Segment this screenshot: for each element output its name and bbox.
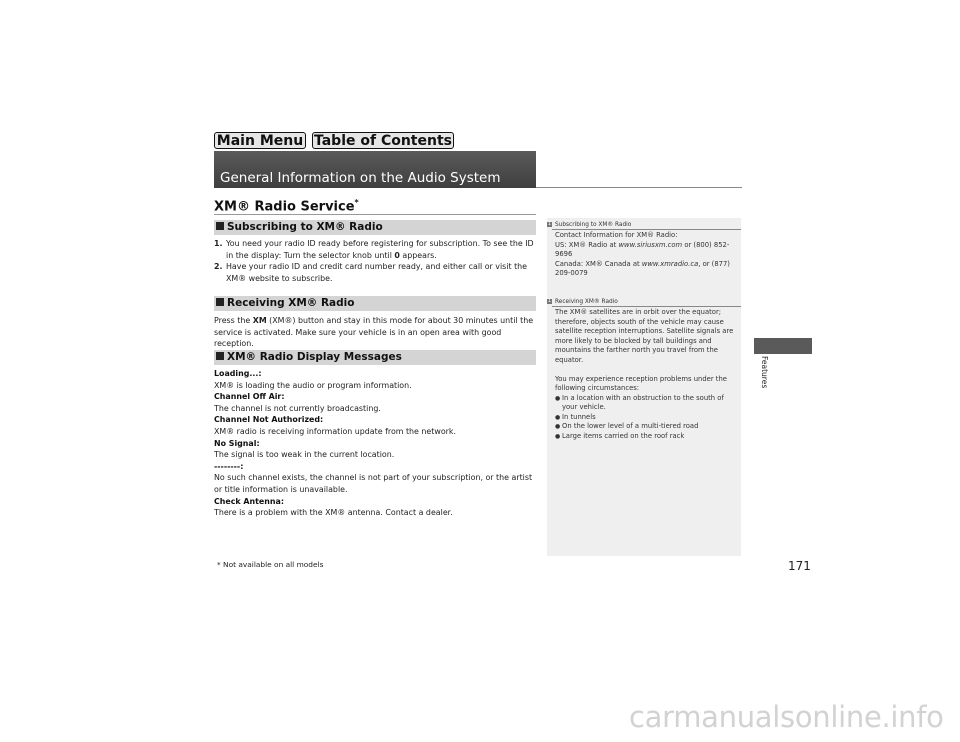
section-square-icon xyxy=(216,352,224,360)
note-divider xyxy=(552,306,741,307)
step-1: 1. You need your radio ID ready before registering for subscription. To see the ID in the display: Turn the selector knob until 0 appears. xyxy=(214,239,534,260)
message-item: No Signal: The signal is too weak in the current location. xyxy=(214,438,395,460)
subscribing-heading: Subscribing to XM® Radio xyxy=(214,220,536,235)
us-contact: US: XM® Radio at www.siriusxm.com or (800) 852-9696 xyxy=(555,240,730,258)
message-item: Channel Off Air: The channel is not currently broadcasting. xyxy=(214,392,381,413)
step-2: 2. Have your radio ID and credit card number ready, and either call or visit the XM® website to subscribe. xyxy=(214,262,528,283)
section-square-icon xyxy=(216,222,224,230)
note-heading: 1 Subscribing to XM® Radio xyxy=(547,221,632,228)
xmradio-link: www.xmradio.ca xyxy=(641,259,699,268)
chapter-tab[interactable] xyxy=(754,338,812,354)
message-item: Channel Not Authorized: XM® radio is receiving information update from the network. xyxy=(214,415,456,436)
footnote: * Not available on all models xyxy=(217,560,324,569)
header-divider xyxy=(536,187,742,188)
bullet-item: ● On the lower level of a multi-tiered road xyxy=(555,422,737,432)
availability-asterisk: * xyxy=(354,198,359,207)
main-menu-button[interactable]: Main Menu xyxy=(214,132,306,149)
message-item: Check Antenna: There is a problem with the XM® antenna. Contact a dealer. xyxy=(214,496,453,518)
note-heading: 1 Receiving XM® Radio xyxy=(547,298,618,305)
table-of-contents-button[interactable]: Table of Contents xyxy=(313,133,452,149)
messages-heading: XM® Radio Display Messages xyxy=(214,350,536,365)
page-number: 171 xyxy=(788,559,811,573)
note-receiving: 1 Receiving XM® Radio The XM® satellites are in orbit over the equator; therefore, objects south of the vehicle may cause satellite reception interruptions. Satellite signals are more likely to be blocked by tall buildings and mountains the farther north you travel from the equator. You may experience reception problems under the following circumstances: ● In a location with an obstruction to the south of your vehicle. ● In tunnels ● On the lower level of a multi-tiered road ● Large items carried on the roof rack xyxy=(547,298,741,441)
chapter-side-label: Features xyxy=(760,356,769,389)
subscribing-steps xyxy=(214,238,538,284)
bullet-item: ● In a location with an obstruction to the south of your vehicle. xyxy=(555,394,737,413)
note-marker-icon: 1 xyxy=(547,221,552,227)
bullet-item: ● Large items carried on the roof rack xyxy=(555,432,737,442)
watermark: carmanualsonline.info xyxy=(629,700,944,734)
note-divider xyxy=(552,229,741,230)
section-square-icon xyxy=(216,298,224,306)
chapter-header-bar xyxy=(214,151,536,188)
note-marker-icon: 1 xyxy=(547,298,552,304)
message-item: --------: No such channel exists, the channel is not part of your subscription, or the artist or title information is unavailable. xyxy=(214,461,533,494)
message-item: Loading...: XM® is loading the audio or program information. xyxy=(214,369,412,390)
title-divider xyxy=(214,214,536,215)
page-title: XM® Radio Service* xyxy=(214,198,359,215)
messages-list xyxy=(214,368,538,519)
receiving-text: Press the XM (XM®) button and stay in this mode for about 30 minutes until the service is activated. Make sure your vehicle is in an open area with good reception. xyxy=(214,316,534,349)
bullet-item: ● In tunnels xyxy=(555,413,737,423)
receiving-heading: Receiving XM® Radio xyxy=(214,296,536,311)
siriusxm-link: www.siriusxm.com xyxy=(618,240,683,249)
note-subscribing: 1 Subscribing to XM® Radio Contact Information for XM® Radio: US: XM® Radio at www.siriusxm.com or (800) 852-9696 Canada: XM® Canada at www.xmradio.ca, or (877) 209-0079 xyxy=(547,221,741,279)
chapter-title: General Information on the Audio System xyxy=(220,170,501,186)
canada-contact: Canada: XM® Canada at www.xmradio.ca, or (877) 209-0079 xyxy=(555,259,730,277)
